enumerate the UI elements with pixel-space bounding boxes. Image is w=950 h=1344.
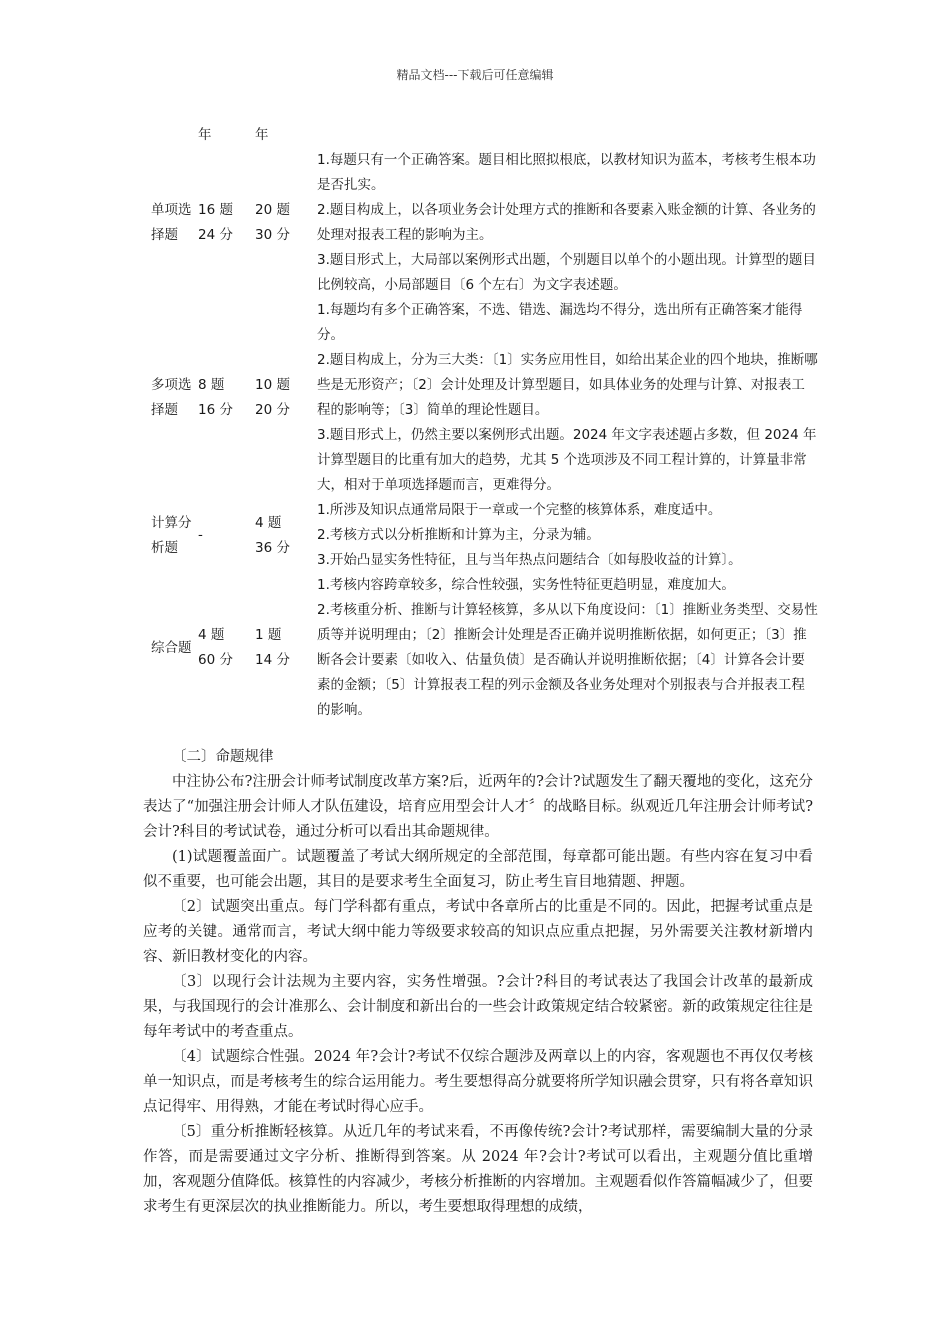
point-text: 1.每题均有多个正确答案，不选、错选、漏选均不得分，选出所有正确答案才能得分。 [317,302,803,343]
question-type-label: 综合题 [151,639,192,656]
table-row [143,498,818,573]
question-type-label: 单项选择题 [151,202,192,243]
count-cell-b: 10 题 20 分 [255,377,290,418]
section-body [143,745,813,1220]
count-cell-b: 20 题 30 分 [255,202,290,243]
description-cell [312,298,818,498]
table-row [143,573,818,723]
point-text: 2.考核方式以分析推断和计算为主，分录为辅。 [317,527,600,543]
paragraph: 〔4〕试题综合性强。2024 年?会计?考试不仅综合题涉及两章以上的内容，客观题也不再仅仅考核单一知识点，而是考核考生的综合运用能力。考生要想得高分就要将所学知识融会贯穿，只有将各章知识点记得牢、用得熟，才能在考试时得心应手。 [143,1049,813,1115]
point-text: 3.题目形式上，仍然主要以案例形式出题。2024 年文字表述题占多数，但 2024 年计算型题目的比重有加大的趋势，尤其 5 个选项涉及不同工程计算的，计算量非常大，相对于单项选择题而言，更难得分。 [317,427,817,493]
count-cell-a: 4 题 60 分 [198,627,233,668]
point-text: 2.题目构成上，分为三大类：〔1〕实务应用性目，如给出某企业的四个地块，推断哪些是无形资产；〔2〕会计处理及计算型题目，如具体业务的处理与计算、对报表工程的影响等；〔3〕简单的理论性题目。 [317,352,818,418]
question-type-label: 多项选择题 [151,377,192,418]
section-heading: 〔二〕命题规律 [172,749,274,765]
paragraph: (1)试题覆盖面广。试题覆盖了考试大纲所规定的全部范围，每章都可能出题。有些内容在复习中看似不重要，也可能会出题，其目的是要求考生全面复习，防止考生盲目地猜题、押题。 [143,849,813,890]
page-header: 精品文档---下载后可任意编辑 [396,68,554,82]
count-cell-b: 4 题 36 分 [255,514,290,556]
description-cell [312,148,818,298]
point-text: 2.考核重分析、推断与计算轻核算，多从以下角度设问：〔1〕推断业务类型、交易性质等并说明理由；〔2〕推断会计处理是否正确并说明推断依据，如何更正；〔3〕推断各会计要素〔如收入、估量负债〕是否确认并说明推断依据；〔4〕计算各会计要素的金额；〔5〕计算报表工程的列示金额及各业务处理对个别报表与合并报表工程的影响。 [317,602,818,718]
point-text: 1.考核内容跨章较多，综合性较强，实务性特征更趋明显，难度加大。 [317,577,735,593]
point-text: 1.每题只有一个正确答案。题目相比照拟根底，以教材知识为蓝本，考核考生根本功是否扎实。 [317,152,816,193]
point-text: 2.题目构成上，以各项业务会计处理方式的推断和各要素入账金额的计算、各业务的处理对报表工程的影响为主。 [317,202,816,243]
count-cell-b: 1 题 14 分 [255,627,290,668]
exam-structure-table [143,123,818,723]
description-cell [312,573,818,723]
table-header-row [143,123,818,148]
question-type-label: 计算分析题 [151,514,192,556]
paragraph: 〔2〕试题突出重点。每门学科都有重点，考试中各章所占的比重是不同的。因此，把握考试重点是应考的关键。通常而言，考试大纲中能力等级要求较高的知识点应重点把握，另外需要关注教材新增内容、新旧教材变化的内容。 [143,899,813,965]
description-cell [312,498,818,573]
table-row [143,298,818,498]
point-text: 3.开始凸显实务性特征，且与当年热点问题结合〔如每股收益的计算〕。 [317,552,742,568]
point-text: 3.题目形式上，大局部以案例形式出题，个别题目以单个的小题出现。计算型的题目比例较高，小局部题目〔6 个左右〕为文字表述题。 [317,252,816,293]
paragraph: 〔5〕重分析推断轻核算。从近几年的考试来看，不再像传统?会计?考试那样，需要编制大量的分录作答，而是需要通过文字分析、推断得到答案。从 2024 年?会计?考试可以看出，主观题分值比重增加，客观题分值降低。核算性的内容减少，考核分析推断的内容增加。主观题看似作答篇幅减少了，但要求考生有更深层次的执业推断能力。所以，考生要想取得理想的成绩， [143,1124,813,1215]
point-text: 1.所涉及知识点通常局限于一章或一个完整的核算体系，难度适中。 [317,502,722,518]
year-header-a: 年 [198,127,212,143]
paragraph: 中注协公布?注册会计师考试制度改革方案?后，近两年的?会计?试题发生了翻天覆地的变化，这充分表达了“加强注册会计师人才队伍建设，培育应用型会计人才〞的战略目标。纵观近几年注册会计师考试?会计?科目的考试试卷，通过分析可以看出其命题规律。 [143,774,813,840]
paragraph: 〔3〕以现行会计法规为主要内容，实务性增强。?会计?科目的考试表达了我国会计改革的最新成果，与我国现行的会计准那么、会计制度和新出台的一些会计政策规定结合较紧密。新的政策规定往往是每年考试中的考查重点。 [143,974,813,1040]
year-header-b: 年 [255,127,269,143]
count-cell-a: 8 题 16 分 [198,377,233,418]
count-cell-a: 16 题 24 分 [198,202,233,243]
table-row [143,148,818,298]
count-cell-a: - [198,527,203,543]
